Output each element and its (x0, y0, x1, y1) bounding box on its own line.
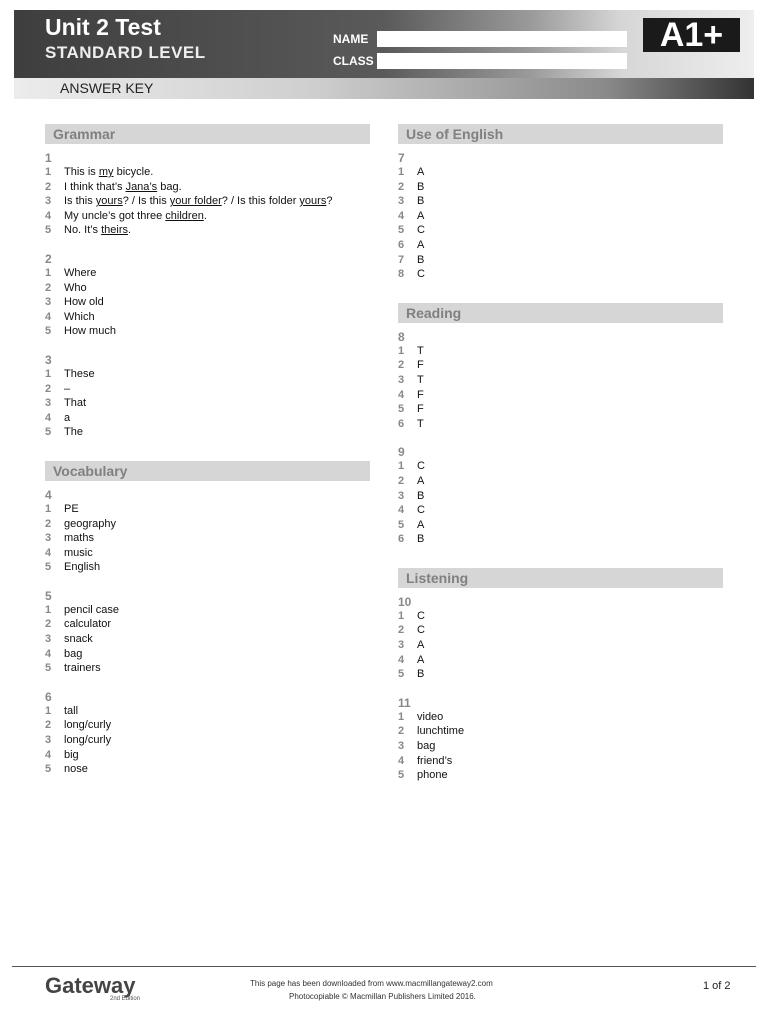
answer-row (45, 748, 370, 763)
answer-row (398, 194, 723, 209)
answer-row (398, 768, 723, 783)
answer-row (45, 762, 370, 777)
item-number: 4 (398, 388, 405, 401)
answer-row (398, 503, 723, 518)
item-number: 4 (45, 209, 52, 222)
answer-row (45, 647, 370, 662)
item-number: 3 (398, 740, 405, 753)
answer-text: pencil case (64, 603, 120, 616)
answer-row (398, 209, 723, 224)
answer-text: F (417, 359, 424, 372)
question-number: 5 (45, 588, 52, 603)
answer-row (398, 518, 723, 533)
answer-row (45, 180, 370, 195)
answer-row (398, 489, 723, 504)
answer-row (45, 165, 370, 180)
answer-row (398, 609, 723, 624)
item-number: 1 (398, 166, 405, 178)
item-number: 2 (45, 517, 52, 530)
item-number: 1 (398, 460, 405, 473)
question-number: 4 (45, 487, 52, 502)
item-number: 5 (45, 325, 52, 338)
answer-row (398, 417, 723, 432)
answer-text: A (417, 209, 425, 222)
item-number: 4 (45, 546, 52, 559)
answer-text: Where (64, 266, 97, 279)
answer-row (398, 667, 723, 682)
item-number: 1 (45, 266, 52, 279)
answer-text: C (417, 460, 425, 473)
answer-text: B (417, 195, 425, 208)
answer-underlined: children (165, 209, 204, 222)
item-number: 3 (45, 633, 52, 646)
answer-row (45, 367, 370, 382)
answer-text: bicycle. (113, 166, 154, 178)
item-number: 4 (398, 209, 405, 222)
answer-text: calculator (64, 618, 112, 631)
item-number: 3 (45, 734, 52, 747)
answer-text: A (417, 653, 425, 666)
answer-text: long/curly (64, 719, 112, 732)
answer-text: A (417, 238, 425, 251)
answer-underlined: my (98, 166, 114, 178)
answer-text: How old (64, 296, 104, 309)
answer-row (45, 324, 370, 339)
edition-label: 2nd Edition (110, 996, 141, 1002)
item-number: 6 (398, 533, 405, 546)
answer-row (45, 617, 370, 632)
item-number: 2 (398, 624, 405, 637)
answer-row (398, 623, 723, 638)
item-number: 4 (398, 504, 405, 517)
answer-row (45, 425, 370, 440)
answer-row (45, 560, 370, 575)
answer-row (398, 267, 723, 282)
answer-text: A (417, 166, 425, 178)
answer-text: friend’s (417, 754, 453, 767)
item-number: 5 (398, 518, 405, 531)
answer-text: music (64, 546, 93, 559)
answer-row (398, 238, 723, 253)
answer-text: C (417, 624, 425, 637)
answer-text: trainers (64, 662, 101, 675)
answer-text: B (417, 253, 425, 266)
answer-row (398, 388, 723, 403)
answer-text: maths (64, 532, 94, 545)
answer-text: This is (64, 166, 99, 178)
answer-text: lunchtime (417, 725, 465, 738)
left-column (45, 124, 370, 777)
answer-text: T (417, 344, 424, 357)
answer-row (45, 632, 370, 647)
answer-row (45, 661, 370, 676)
answer-text: T (417, 417, 424, 430)
answer-text: A (417, 518, 425, 531)
question-number: 2 (45, 251, 52, 266)
copyright-notice: Photocopiable © Macmillan Publishers Limited 2016. (289, 992, 476, 1001)
answer-row (45, 411, 370, 426)
answer-row (45, 718, 370, 733)
item-number: 1 (398, 344, 405, 357)
item-number: 2 (45, 382, 52, 395)
item-number: 4 (45, 647, 52, 660)
answer-row (45, 396, 370, 411)
answer-text: snack (64, 633, 93, 646)
answer-text: PE (64, 502, 79, 515)
answer-row (45, 502, 370, 517)
answer-row (45, 733, 370, 748)
item-number: 2 (398, 725, 405, 738)
answer-text: T (417, 373, 424, 386)
item-number: 2 (398, 359, 405, 372)
item-number: 5 (45, 426, 52, 439)
answer-row (398, 344, 723, 359)
item-number: 2 (398, 180, 405, 193)
question-number: 8 (398, 329, 405, 344)
answer-text: C (417, 609, 425, 622)
answer-text: C (417, 504, 425, 517)
answer-row (45, 295, 370, 310)
gateway-logo: Gateway (45, 973, 136, 998)
answer-row (398, 373, 723, 388)
answer-text: C (417, 268, 425, 281)
answer-text: bag (417, 740, 436, 753)
answer-row (398, 724, 723, 739)
item-number: 3 (398, 489, 405, 502)
question-number: 1 (45, 151, 52, 165)
answer-row (398, 402, 723, 417)
section-heading-vocabulary: Vocabulary (45, 461, 370, 481)
level-label: STANDARD LEVEL (45, 43, 206, 62)
answer-row (398, 754, 723, 769)
answer-row (45, 223, 370, 238)
right-column (398, 124, 723, 783)
answer-row (45, 704, 370, 719)
answer-row (45, 194, 370, 209)
page-title: Unit 2 Test (45, 14, 161, 40)
item-number: 5 (398, 668, 405, 681)
answer-text: F (417, 403, 424, 416)
answer-row (398, 459, 723, 474)
item-number: 4 (398, 653, 405, 666)
answer-underlined: your folder (169, 195, 222, 208)
question-number: 3 (45, 352, 52, 367)
answer-row (45, 209, 370, 224)
item-number: 1 (45, 367, 52, 380)
answer-row (398, 739, 723, 754)
answer-row (398, 710, 723, 725)
answer-text: B (417, 180, 425, 193)
item-number: 7 (398, 253, 405, 266)
item-number: 6 (398, 417, 405, 430)
answer-text: Who (64, 281, 87, 294)
answer-underlined: yours (95, 195, 123, 208)
answer-text: ? / Is this (122, 195, 170, 208)
answer-text: big (64, 748, 79, 761)
question-number: 7 (398, 151, 405, 165)
item-number: 2 (45, 618, 52, 631)
answer-row (398, 358, 723, 373)
answer-text: a (64, 411, 71, 424)
section-heading-use-of-english: Use of English (398, 124, 723, 144)
section-heading-grammar: Grammar (45, 124, 370, 144)
answer-text: B (417, 489, 425, 502)
item-number: 4 (45, 411, 52, 424)
item-number: 4 (45, 310, 52, 323)
item-number: 3 (45, 195, 52, 208)
item-number: 5 (398, 769, 405, 782)
answer-row (398, 638, 723, 653)
item-number: 1 (398, 609, 405, 622)
answer-row (45, 266, 370, 281)
answer-row (398, 474, 723, 489)
answer-text: English (64, 561, 101, 574)
item-number: 3 (45, 397, 52, 410)
item-number: 3 (45, 296, 52, 309)
answer-row (398, 253, 723, 268)
page-number: 1 of 2 (703, 980, 731, 992)
item-number: 5 (45, 224, 52, 237)
item-number: 5 (45, 763, 52, 776)
answer-row (398, 165, 723, 180)
section-heading-listening: Listening (398, 568, 723, 588)
class-field[interactable] (377, 53, 627, 69)
answer-text: . (128, 224, 132, 237)
item-number: 1 (45, 502, 52, 515)
answer-row (45, 382, 370, 397)
answer-row (398, 223, 723, 238)
section-heading-reading: Reading (398, 303, 723, 323)
answer-text: ? (326, 195, 333, 208)
item-number: 1 (398, 710, 405, 723)
item-number: 5 (398, 224, 405, 237)
answer-text: My uncle’s got three (64, 209, 166, 222)
answer-row (45, 546, 370, 561)
answer-text: bag (64, 647, 83, 660)
question-number: 6 (45, 689, 52, 704)
answer-row (45, 281, 370, 296)
answer-text: No. It’s (64, 224, 102, 237)
answer-text: Is this (64, 195, 96, 208)
item-number: 1 (45, 166, 52, 178)
a1-plus-logo: A1+ (643, 18, 740, 52)
question-number: 10 (398, 594, 412, 609)
item-number: 2 (45, 180, 52, 193)
answer-text: phone (417, 769, 448, 782)
item-number: 5 (45, 561, 52, 574)
answer-text: These (64, 367, 95, 380)
answer-row (45, 603, 370, 618)
answer-text: That (64, 397, 87, 410)
answer-underlined: theirs (101, 224, 128, 237)
item-number: 2 (45, 281, 52, 294)
item-number: 1 (45, 704, 52, 717)
answer-text: video (417, 710, 444, 723)
item-number: 3 (398, 373, 405, 386)
item-number: 4 (398, 754, 405, 767)
item-number: 4 (45, 748, 52, 761)
answer-text: B (417, 668, 425, 681)
answer-text: F (417, 388, 424, 401)
answer-text: A (417, 639, 425, 652)
answer-row (45, 310, 370, 325)
answer-text: ? / Is this folder (221, 195, 300, 208)
answer-text: Which (64, 310, 95, 323)
answer-text: B (417, 533, 425, 546)
name-label: NAME (333, 32, 369, 46)
item-number: 5 (398, 403, 405, 416)
answer-text: I think that’s (64, 180, 126, 193)
item-number: 3 (45, 532, 52, 545)
download-notice: This page has been downloaded from www.macmillangateway2.com (250, 979, 493, 988)
answer-underlined: Jana’s (125, 180, 158, 193)
answer-row (398, 180, 723, 195)
answer-underlined: yours (299, 195, 327, 208)
name-field[interactable] (377, 31, 627, 47)
answer-text: geography (64, 517, 116, 530)
item-number: 3 (398, 195, 405, 208)
item-number: 8 (398, 268, 405, 281)
item-number: 6 (398, 238, 405, 251)
question-number: 11 (398, 695, 411, 710)
answer-row (45, 517, 370, 532)
answer-text: – (64, 382, 71, 395)
footer-divider (12, 966, 756, 967)
answer-text: nose (64, 763, 88, 776)
item-number: 2 (45, 719, 52, 732)
class-label: CLASS (333, 54, 374, 68)
answer-row (398, 653, 723, 668)
answer-text: long/curly (64, 734, 112, 747)
answer-key-label: ANSWER KEY (60, 80, 154, 96)
item-number: 3 (398, 639, 405, 652)
item-number: 1 (45, 603, 52, 616)
answer-text: C (417, 224, 425, 237)
answer-text: The (64, 426, 83, 439)
answer-text: . (203, 209, 207, 222)
item-number: 5 (45, 662, 52, 675)
answer-row (398, 532, 723, 547)
question-number: 9 (398, 445, 405, 460)
answer-text: tall (64, 704, 79, 717)
answer-text: A (417, 474, 425, 487)
item-number: 2 (398, 474, 405, 487)
answer-text: How much (64, 325, 116, 338)
answer-row (45, 531, 370, 546)
answer-text: bag. (157, 180, 182, 193)
